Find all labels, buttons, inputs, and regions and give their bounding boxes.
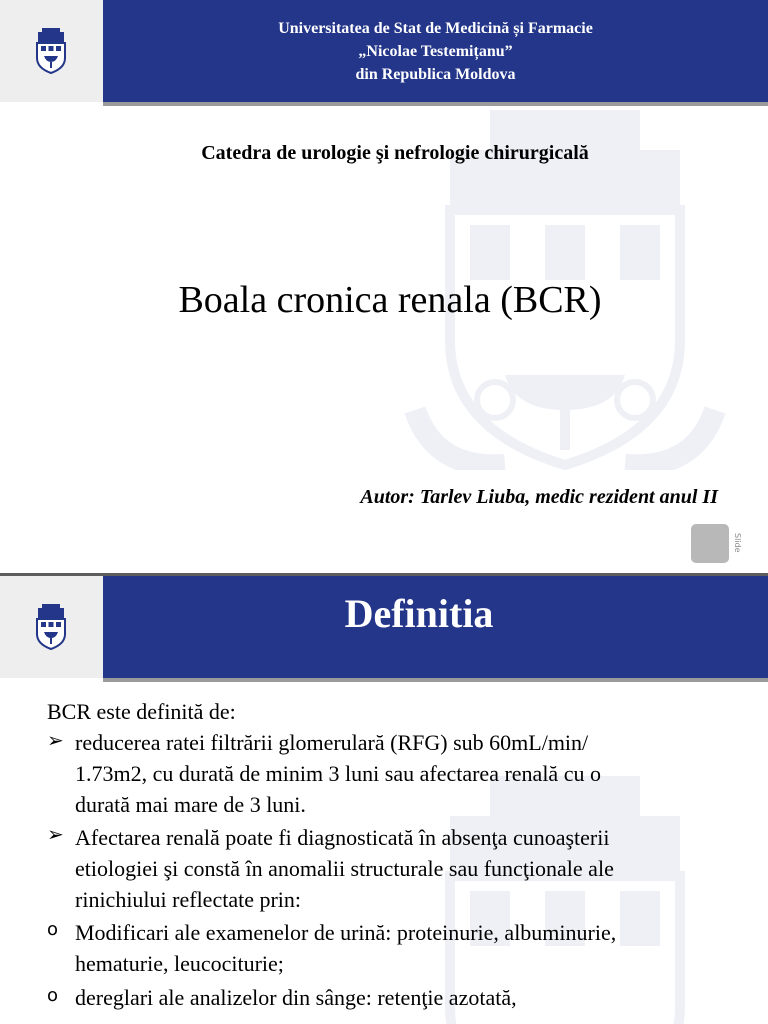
slide-label: Slide	[733, 533, 742, 553]
list-item-line: dereglari ale analizelor din sânge: retenţie azotată,	[75, 985, 517, 1010]
logo-panel	[0, 576, 103, 678]
list-item-line: hematurie, leucociturie;	[75, 951, 284, 976]
header-divider	[103, 678, 768, 682]
list-item-line: reducerea ratei filtrării glomerulară (RFG) sub 60mL/min/	[75, 730, 589, 755]
list-item-line: Modificari ale examenelor de urină: proteinurie, albuminurie,	[75, 920, 617, 945]
arrow-bullet-icon: ➢	[47, 824, 64, 846]
slide-title: Definitia	[344, 591, 494, 636]
circle-bullet-icon: o	[47, 919, 59, 940]
list-item-line: 1.73m2, cu durată de minim 3 luni sau afectarea renală cu o	[75, 761, 601, 786]
list-item	[75, 727, 735, 820]
university-name-line-3: din Republica Moldova	[355, 66, 516, 83]
list-item-line: durată mai mare de 3 luni.	[75, 792, 306, 817]
definition-slide	[0, 576, 768, 1024]
list-item-line: Afectarea renală poate fi diagnosticată în absenţa cunoaşterii	[75, 825, 610, 850]
university-crest-icon	[34, 26, 68, 74]
presentation-title: Boala cronica renala (BCR)	[178, 279, 602, 321]
university-crest-icon	[34, 602, 68, 650]
header-divider	[103, 102, 768, 106]
university-name-line-2: „Nicolae Testemițanu”	[358, 43, 513, 60]
list-item	[75, 822, 735, 915]
arrow-bullet-icon: ➢	[47, 730, 64, 752]
slide-thumbnail-button[interactable]	[691, 524, 729, 563]
list-item-line: etiologiei şi constă în anomalii structurale sau funcţionale ale	[75, 856, 614, 881]
intro-text: BCR este definită de:	[47, 699, 236, 724]
list-item	[75, 917, 735, 979]
list-item-line: rinichiului reflectate prin:	[75, 887, 302, 912]
department-name: Catedra de urologie şi nefrologie chirurgicală	[201, 142, 589, 164]
author-line: Autor: Tarlev Liuba, medic rezident anul II	[360, 486, 718, 508]
circle-bullet-icon: o	[47, 985, 59, 1006]
list-item	[75, 982, 735, 1013]
university-name-line-1: Universitatea de Stat de Medicină și Farmacie	[278, 20, 593, 37]
logo-panel	[0, 0, 103, 102]
